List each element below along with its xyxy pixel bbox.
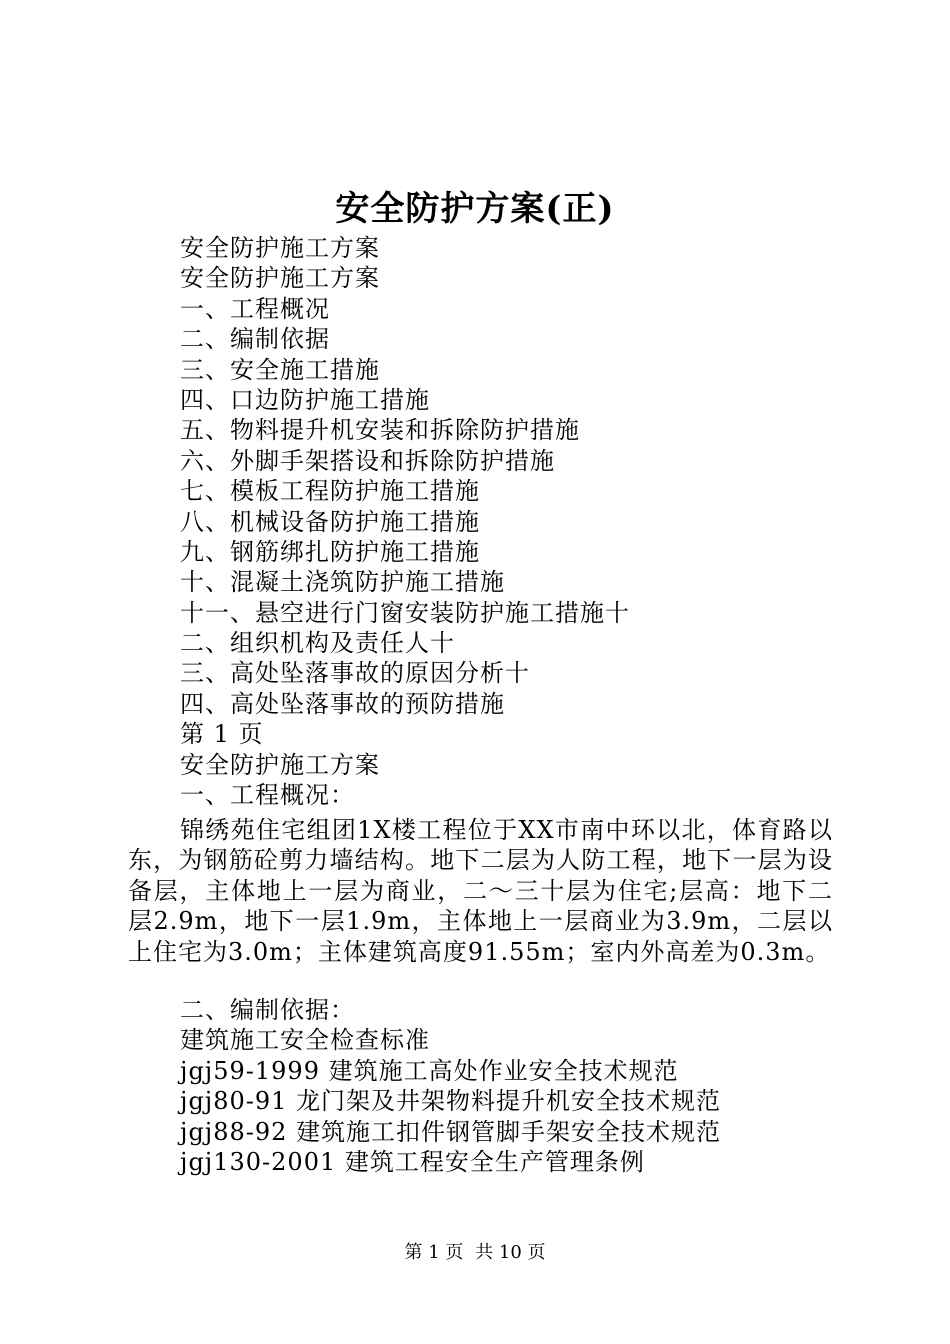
basis-heading: 二、编制依据： (180, 996, 355, 1024)
toc-line: 一、工程概况： (180, 781, 355, 810)
basis-section (180, 995, 860, 1177)
toc-line: 四、高处坠落事故的预防措施 (180, 689, 505, 718)
toc-line: 安全防护施工方案 (180, 264, 380, 293)
toc-line: 三、高处坠落事故的原因分析十 (180, 659, 530, 688)
page-number: 第 1 页 (404, 1242, 464, 1263)
page-footer (0, 1241, 950, 1265)
toc-list (180, 233, 860, 810)
toc-line: 二、编制依据 (180, 325, 330, 354)
basis-line: jgj88-92 建筑施工扣件钢管脚手架安全技术规范 (180, 1117, 722, 1146)
toc-line: 七、模板工程防护施工措施 (180, 477, 480, 506)
toc-line: 五、物料提升机安装和拆除防护措施 (180, 416, 580, 445)
basis-line: jgj59-1999 建筑施工高处作业安全技术规范 (180, 1056, 679, 1085)
toc-line: 四、口边防护施工措施 (180, 385, 430, 414)
toc-line: 安全防护施工方案 (180, 750, 380, 779)
toc-line: 八、机械设备防护施工措施 (180, 507, 480, 536)
toc-line: 安全防护施工方案 (180, 234, 380, 262)
basis-line: jgj80-91 龙门架及井架物料提升机安全技术规范 (180, 1087, 722, 1116)
document-title: 安全防护方案(正) (335, 189, 615, 229)
toc-line: 第 1 页 (180, 720, 264, 749)
toc-line: 三、安全施工措施 (180, 355, 380, 384)
total-pages: 共 10 页 (475, 1242, 546, 1263)
basis-line: jgj130-2001 建筑工程安全生产管理条例 (180, 1147, 645, 1176)
toc-line: 十一、悬空进行门窗安装防护施工措施十 (180, 598, 630, 627)
basis-line: 建筑施工安全检查标准 (180, 1026, 430, 1055)
overview-paragraph: 锦绣苑住宅组团1X楼工程位于XX市南中环以北，体育路以东，为钢筋砼剪力墙结构。地下二层为人防工程，地下一层为设备层，主体地上一层为商业，二～三十层为住宅;层高：地下二层2.9m，地下一层1.9m，主体地上一层商业为3.9m，二层以上住宅为3.0m；主体建筑高度91.55m；室内外高差为0.3m。 (128, 816, 833, 966)
toc-line: 二、组织机构及责任人十 (180, 629, 455, 658)
toc-line: 十、混凝土浇筑防护施工措施 (180, 568, 505, 597)
toc-line: 六、外脚手架搭设和拆除防护措施 (180, 446, 555, 475)
toc-line: 一、工程概况 (180, 294, 330, 323)
toc-line: 九、钢筋绑扎防护施工措施 (180, 537, 480, 566)
